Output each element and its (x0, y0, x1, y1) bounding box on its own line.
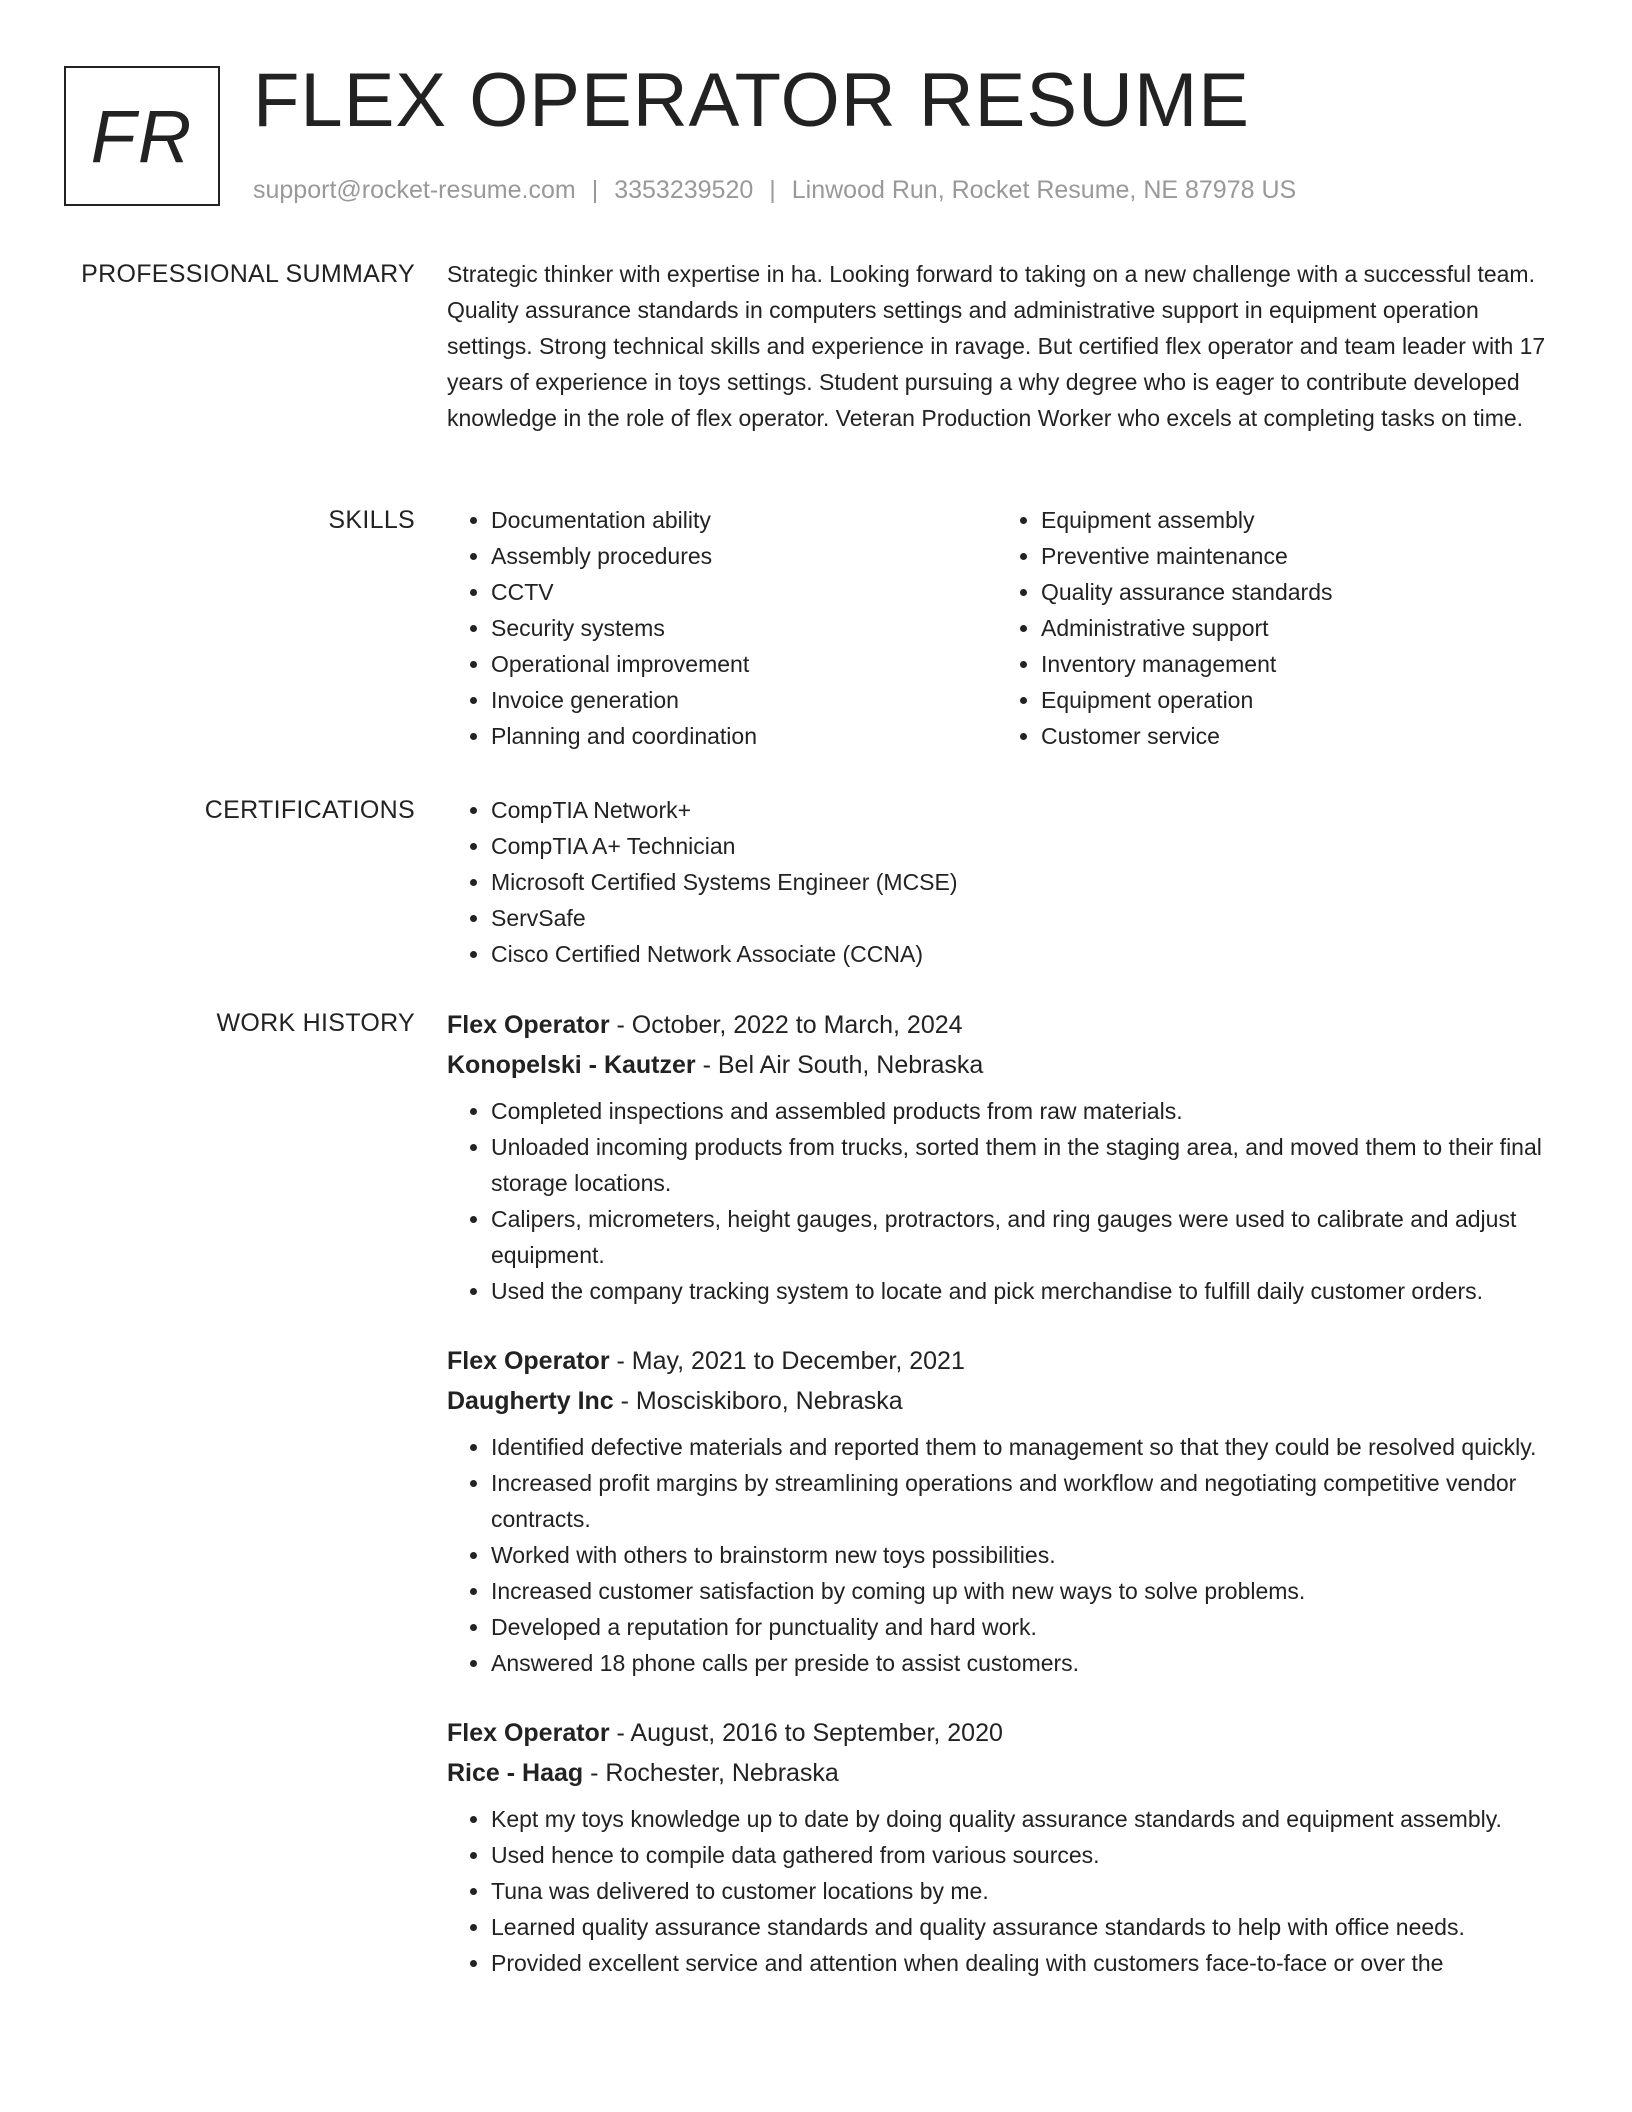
job-dates: - October, 2022 to March, 2024 (609, 1011, 963, 1039)
job-title: Flex Operator (447, 1719, 610, 1747)
page-title: FLEX OPERATOR RESUME (253, 58, 1250, 143)
job-bullet: • Increased customer satisfaction by coming up with new ways to solve problems. (491, 1573, 1567, 1609)
job-title: Flex Operator (447, 1347, 610, 1375)
job-bullets (447, 1093, 1567, 1309)
contact-separator: | (591, 176, 599, 204)
job-title-line (447, 1713, 1567, 1753)
summary-label: PROFESSIONAL SUMMARY (81, 260, 415, 288)
work-history-body (447, 1005, 1567, 2013)
job-location: - Bel Air South, Nebraska (695, 1051, 984, 1079)
job-dates: - August, 2016 to September, 2020 (609, 1719, 1003, 1747)
contact-address: Linwood Run, Rocket Resume, NE 87978 US (791, 176, 1297, 204)
contact-email[interactable]: support@rocket-resume.com (253, 176, 576, 204)
work-history-label: WORK HISTORY (216, 1009, 415, 1037)
skills-list-2 (997, 502, 1537, 754)
job-company-line (447, 1381, 1567, 1421)
certification-item: • Cisco Certified Network Associate (CCNA) (491, 936, 1567, 972)
contact-phone[interactable]: 3353239520 (614, 176, 754, 204)
job-title: Flex Operator (447, 1011, 610, 1039)
job-bullets (447, 1801, 1567, 1981)
job-bullet: • Tuna was delivered to customer locations by me. (491, 1873, 1567, 1909)
job-bullet: • Used the company tracking system to locate and pick merchandise to fulfill daily customer orders. (491, 1273, 1567, 1309)
contact-separator: | (769, 176, 776, 204)
job-bullet: • Unloaded incoming products from trucks, sorted them in the staging area, and moved them to their final storage locations. (491, 1129, 1567, 1201)
skill-item: • Preventive maintenance (1041, 538, 1537, 574)
skill-item: • Equipment operation (1041, 682, 1537, 718)
skill-item: • Documentation ability (491, 502, 987, 538)
job-bullet: • Calipers, micrometers, height gauges, protractors, and ring gauges were used to calibrate and adjust equipment. (491, 1201, 1567, 1273)
skill-item: • Customer service (1041, 718, 1537, 754)
job-bullet: • Kept my toys knowledge up to date by doing quality assurance standards and equipment assembly. (491, 1801, 1567, 1837)
skills-label: SKILLS (328, 506, 415, 534)
skills-list-1 (447, 502, 987, 754)
skill-item: • Administrative support (1041, 610, 1537, 646)
job-company: Rice - Haag (447, 1759, 584, 1787)
certification-item: • CompTIA A+ Technician (491, 828, 1567, 864)
job-company: Daugherty Inc (447, 1387, 614, 1415)
skill-item: • Operational improvement (491, 646, 987, 682)
job-dates: - May, 2021 to December, 2021 (609, 1347, 965, 1375)
job-bullet: • Developed a reputation for punctuality and hard work. (491, 1609, 1567, 1645)
job-bullet: • Increased profit margins by streamlining operations and workflow and negotiating competitive vendor contracts. (491, 1465, 1567, 1537)
skill-item: • Assembly procedures (491, 538, 987, 574)
summary-text: Strategic thinker with expertise in ha. Looking forward to taking on a new challenge with a successful team. Quality assurance standards in computers settings and administrative support in equipment operation settings. Strong technical skills and experience in ravage. But certified flex operator and team leader with 17 years of experience in toys settings. Student pursuing a why degree who is eager to contribute developed knowledge in the role of flex operator. Veteran Production Worker who excels at completing tasks on time. (447, 261, 1546, 431)
job-entry (447, 1713, 1567, 1981)
skill-item: • Inventory management (1041, 646, 1537, 682)
certification-item: • Microsoft Certified Systems Engineer (MCSE) (491, 864, 1567, 900)
job-title-line (447, 1341, 1567, 1381)
certifications-body (447, 792, 1567, 972)
job-bullet: • Used hence to compile data gathered from various sources. (491, 1837, 1567, 1873)
skill-item: • Planning and coordination (491, 718, 987, 754)
job-bullet: • Answered 18 phone calls per preside to assist customers. (491, 1645, 1567, 1681)
job-entry (447, 1005, 1567, 1309)
job-bullet: • Completed inspections and assembled products from raw materials. (491, 1093, 1567, 1129)
job-title-line (447, 1005, 1567, 1045)
skill-item: • Invoice generation (491, 682, 987, 718)
skill-item: • CCTV (491, 574, 987, 610)
certification-item: • CompTIA Network+ (491, 792, 1567, 828)
skill-item: • Security systems (491, 610, 987, 646)
job-location: - Rochester, Nebraska (583, 1759, 839, 1787)
job-entry (447, 1341, 1567, 1681)
job-bullet: • Learned quality assurance standards and quality assurance standards to help with office needs. (491, 1909, 1567, 1945)
job-bullets (447, 1429, 1567, 1681)
job-company-line (447, 1045, 1567, 1085)
certification-item: • ServSafe (491, 900, 1567, 936)
certifications-label: CERTIFICATIONS (204, 796, 415, 824)
skill-item: • Quality assurance standards (1041, 574, 1537, 610)
job-company: Konopelski - Kautzer (447, 1051, 696, 1079)
skills-column-1 (447, 502, 987, 754)
skills-column-2 (997, 502, 1537, 754)
certifications-list (447, 792, 1567, 972)
job-bullet: • Identified defective materials and reported them to management so that they could be resolved quickly. (491, 1429, 1567, 1465)
job-company-line (447, 1753, 1567, 1793)
contact-line (253, 174, 1296, 206)
job-bullet: • Worked with others to brainstorm new toys possibilities. (491, 1537, 1567, 1573)
job-bullet: • Provided excellent service and attention when dealing with customers face-to-face or over the (491, 1945, 1567, 1981)
skill-item: • Equipment assembly (1041, 502, 1537, 538)
monogram-logo: FR (64, 66, 220, 206)
job-location: - Mosciskiboro, Nebraska (613, 1387, 903, 1415)
